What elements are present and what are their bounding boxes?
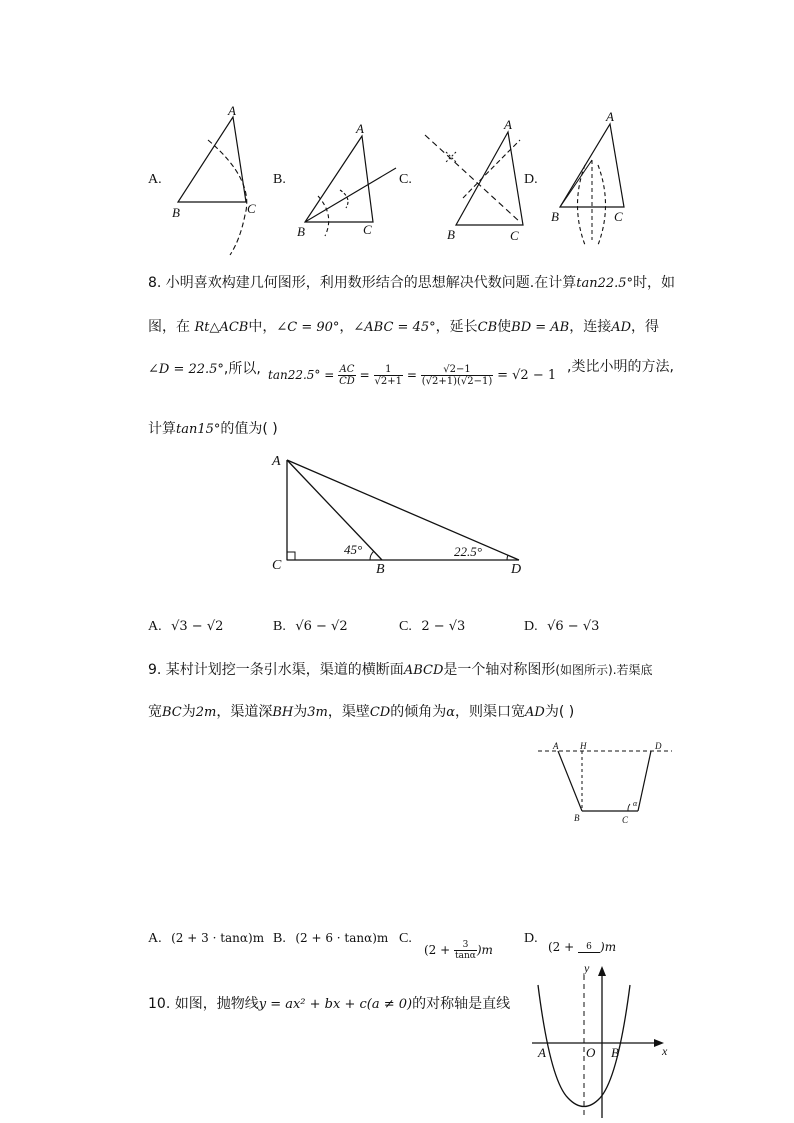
q8-text: ， bbox=[339, 319, 354, 335]
q9-text: 为 bbox=[293, 704, 308, 720]
q8-formula: tan22.5° = $\frac{AC}{CD}$ = $\frac{1}{√2+1}$ = $\frac{√2-1}{(√2+1)(√2-1)}$ = √2 − 1 bbox=[268, 364, 557, 387]
q9-option-d-value: (2 + 6 )m bbox=[548, 940, 617, 954]
q8-label-c: C bbox=[272, 558, 282, 573]
q8-option-c-value: 2 − √3 bbox=[421, 619, 466, 634]
q9-math-2m: 2m bbox=[195, 705, 217, 720]
q8-question-end: 的值为( ) bbox=[220, 421, 278, 437]
q9-option-a-letter: A. bbox=[148, 931, 162, 946]
q9-option-b-value: (2 + 6 · tanα)m bbox=[295, 931, 389, 945]
q7c-label-b: B bbox=[447, 227, 455, 242]
q9-option-c-frac: $\frac{3}{\tan\alpha}$ bbox=[455, 940, 476, 961]
q10-stem-start: 10. 如图，抛物线 bbox=[148, 996, 259, 1012]
q8-text: ,所以, bbox=[223, 361, 261, 377]
q9-option-b-letter: B. bbox=[273, 931, 286, 946]
q10-label-a: A bbox=[538, 1045, 546, 1060]
q8-text: ，延长 bbox=[435, 319, 478, 335]
q9-text: ，渠壁 bbox=[327, 704, 370, 720]
q7d-label-a: A bbox=[606, 109, 614, 124]
q8-math-bd-ab: BD = AB bbox=[511, 320, 570, 335]
q9-text: 为 bbox=[181, 704, 196, 720]
q8-formula-lhs: tan22.5° = bbox=[268, 368, 335, 382]
q10-label-b: B bbox=[611, 1045, 619, 1060]
q7-option-d-letter: D. bbox=[524, 172, 538, 187]
q8-math-angle-abc: ∠ABC = 45° bbox=[353, 320, 436, 335]
q9-text: 的倾角为 bbox=[390, 704, 447, 720]
q7b-label-b: B bbox=[297, 224, 305, 239]
q8-option-d-letter: D. bbox=[524, 619, 538, 634]
q8-option-b-value: √6 − √2 bbox=[295, 619, 348, 634]
q9-option-d-frac: 6 bbox=[578, 942, 600, 953]
q8-option-a-value: √3 − √2 bbox=[171, 619, 224, 634]
q8-text: 计算 bbox=[148, 421, 176, 437]
q7a-label-a: A bbox=[228, 103, 236, 118]
q9-option-c-value: (2 + $\frac{3}{\tan\alpha}$ )m bbox=[424, 940, 493, 961]
q7-option-c-letter: C. bbox=[399, 172, 412, 187]
q7-option-b-letter: B. bbox=[273, 172, 286, 187]
q9-math-bc: BC bbox=[162, 705, 182, 720]
q9-math-cd: CD bbox=[369, 705, 391, 720]
q9-label-a: A bbox=[553, 741, 559, 751]
q9-option-c-letter: C. bbox=[399, 931, 412, 946]
q8-math-angle-c: ∠C = 90° bbox=[276, 320, 340, 335]
q8-label-a: A bbox=[272, 454, 281, 469]
q8-stem-cont: 时，如 bbox=[633, 275, 676, 291]
q8-frac-ac-cd: $\frac{AC}{CD}$ bbox=[339, 364, 355, 387]
q8-math-ad: AD bbox=[611, 320, 632, 335]
q8-text: 图，在 bbox=[148, 319, 190, 335]
q8-math-angle-d: ∠D = 22.5° bbox=[148, 362, 224, 377]
q8-math-cb: CB bbox=[477, 320, 498, 335]
q7d-label-b: B bbox=[551, 209, 559, 224]
q10-label-x: x bbox=[662, 1044, 668, 1058]
q8-option-c-letter: C. bbox=[399, 619, 412, 634]
q8-frac-1: $\frac{1}{√2+1}$ bbox=[374, 364, 402, 387]
q10-math-parabola: y = ax² + bx + c(a ≠ 0) bbox=[258, 997, 413, 1012]
q9-math-alpha: α bbox=[446, 705, 456, 720]
q9-text: (如图所示).若渠底 bbox=[555, 663, 653, 677]
q7b-label-c: C bbox=[363, 222, 372, 237]
q9-math-abcd: ABCD bbox=[403, 663, 444, 678]
q7-option-a-letter: A. bbox=[148, 172, 162, 187]
q8-math-tan225: tan22.5° bbox=[576, 276, 634, 291]
q8-stem-start: 8. 小明喜欢构建几何图形，利用数形结合的思想解决代数问题.在计算 bbox=[148, 275, 577, 291]
q8-text: ，得 bbox=[631, 319, 660, 335]
q9-label-alpha: α bbox=[633, 799, 638, 808]
q8-option-d-value: √6 − √3 bbox=[547, 619, 600, 634]
q8-text: 中， bbox=[248, 319, 277, 335]
q7c-label-a: A bbox=[504, 117, 512, 132]
q8-angle-225: 22.5° bbox=[454, 544, 482, 559]
q7d-label-c: C bbox=[614, 209, 623, 224]
q9-option-d-letter: D. bbox=[524, 931, 538, 946]
q9-label-d: D bbox=[655, 741, 662, 751]
q7a-label-b: B bbox=[172, 205, 180, 220]
q8-math-tan15: tan15° bbox=[176, 422, 221, 437]
q8-formula-rhs: = √2 − 1 bbox=[497, 368, 557, 383]
q8-line-3-end: ,类比小明的方法, bbox=[567, 359, 674, 375]
q8-text: ，连接 bbox=[569, 319, 612, 335]
q9-text: ，则渠口宽 bbox=[455, 704, 526, 720]
q7c-label-c: C bbox=[510, 228, 519, 243]
q8-frac-2: $\frac{√2-1}{(√2+1)(√2-1)}$ bbox=[421, 364, 493, 387]
q9-stem-start: 9. 某村计划挖一条引水渠，渠道的横断面 bbox=[148, 662, 404, 678]
q9-text: 是一个轴对称图形 bbox=[443, 662, 556, 678]
q8-label-d: D bbox=[511, 562, 522, 577]
q9-label-h: H bbox=[580, 741, 587, 751]
q8-option-b-letter: B. bbox=[273, 619, 286, 634]
q9-text: 宽 bbox=[148, 704, 162, 720]
q7a-label-c: C bbox=[247, 201, 256, 216]
q9-option-a-value: (2 + 3 · tanα)m bbox=[171, 931, 265, 945]
q8-angle-45: 45° bbox=[344, 542, 363, 557]
q9-question-end: 为( ) bbox=[544, 704, 575, 720]
q9-math-3m: 3m bbox=[307, 705, 328, 720]
q9-text: ，渠道深 bbox=[216, 704, 273, 720]
q8-option-a-letter: A. bbox=[148, 619, 162, 634]
q8-math-triangle: Rt△ACB bbox=[194, 320, 249, 335]
q7b-label-a: A bbox=[356, 121, 364, 136]
q9-label-b: B bbox=[574, 813, 580, 823]
q10-label-o: O bbox=[586, 1045, 596, 1060]
q9-math-ad: AD bbox=[525, 705, 545, 720]
q10-label-y: y bbox=[584, 961, 590, 975]
q8-text: 使 bbox=[497, 319, 512, 335]
q10-text: 的对称轴是直线 bbox=[412, 996, 511, 1012]
q9-label-c: C bbox=[622, 815, 629, 825]
q9-math-bh: BH bbox=[272, 705, 294, 720]
q8-label-b: B bbox=[376, 562, 385, 577]
